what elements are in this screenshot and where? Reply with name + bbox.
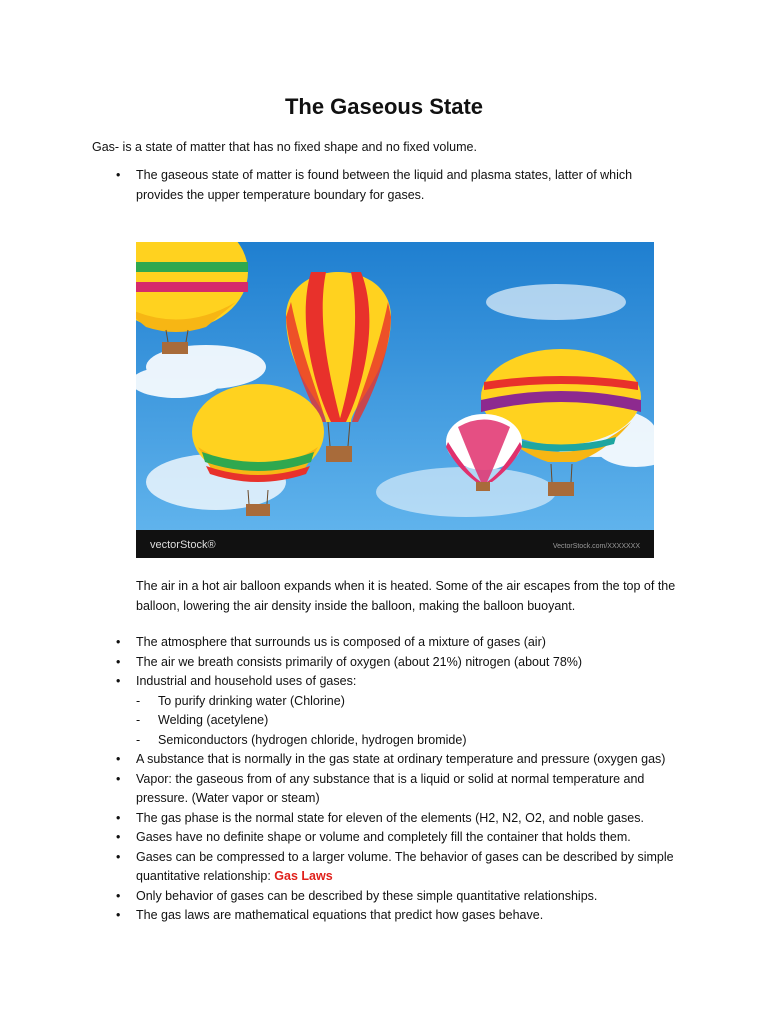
dash-icon: - [136,732,141,747]
list-item [116,887,676,907]
sub-list-item-text: Semiconductors (hydrogen chloride, hydrogen bromide) [158,732,467,747]
sub-list-item [136,692,676,712]
list-item [116,848,676,887]
list-item-text: The atmosphere that surrounds us is composed of a mixture of gases (air) [136,635,546,649]
bullet-icon: • [116,635,121,649]
bullet-icon: • [116,674,121,688]
list-item [116,770,676,809]
sub-list [136,692,676,751]
list-item-text: The gas laws are mathematical equations that predict how gases behave. [136,908,544,922]
balloons-illustration [136,242,654,558]
list-item [116,750,676,770]
bullet-icon: • [116,888,121,903]
list-item-text: Only behavior of gases can be described by these simple quantitative relationships. [136,888,598,903]
list-item-text: The gas phase is the normal state for eleven of the elements (H2, N2, O2, and noble gases. [136,810,644,825]
image-caption: The air in a hot air balloon expands when it is heated. Some of the air escapes from the top of the balloon, lowering the air density inside the balloon, making the balloon buoyant. [136,579,676,613]
bullet-icon: • [116,654,121,669]
first-bullet-text: The gaseous state of matter is found between the liquid and plasma states, latter of which provides the upper temperature boundary for gases. [136,168,633,202]
watermark-right: VectorStock.com/XXXXXXX [552,543,640,550]
bullet-icon: • [116,830,121,844]
page-title: The Gaseous State [284,94,484,119]
list-item-text: Gases have no definite shape or volume and completely fill the container that holds them. [136,830,631,844]
watermark-left: vectorStock® [150,539,216,551]
hot-air-balloons-image [136,242,654,558]
list-item [116,653,676,673]
bullet-icon: • [116,752,121,766]
list-item-text: A substance that is normally in the gas state at ordinary temperature and pressure (oxygen gas) [136,752,666,766]
bullet-icon: • [116,810,121,825]
list-item [116,672,676,750]
gas-laws-highlight: Gas Laws [274,869,333,883]
list-item-text: Vapor: the gaseous from of any substance that is a liquid or solid at normal temperature and pressure. (Water vapor or steam) [136,771,645,805]
list-item [116,828,676,848]
sub-list-item [136,711,676,731]
sub-list-item-text: To purify drinking water (Chlorine) [158,693,345,708]
dash-icon: - [136,713,141,727]
bullet-list [116,633,676,926]
bullet-icon: • [116,771,121,786]
intro-paragraph: Gas- is a state of matter that has no fixed shape and no fixed volume. [92,140,477,154]
bullet-icon: • [116,908,121,922]
bullet-icon: • [116,849,121,864]
sub-list-item-text: Welding (acetylene) [158,713,269,727]
sub-list-item [136,731,676,751]
list-item-text: The air we breath consists primarily of oxygen (about 21%) nitrogen (about 78%) [136,654,583,669]
list-item [116,633,676,653]
list-item [116,906,676,926]
dash-icon: - [136,693,141,708]
list-item-text: Gases can be compressed to a larger volume. The behavior of gases can be described by simple quantitative relationship: [136,849,674,883]
list-item-text: Industrial and household uses of gases: [136,674,357,688]
bullet-icon: • [116,168,121,182]
list-item [116,809,676,829]
